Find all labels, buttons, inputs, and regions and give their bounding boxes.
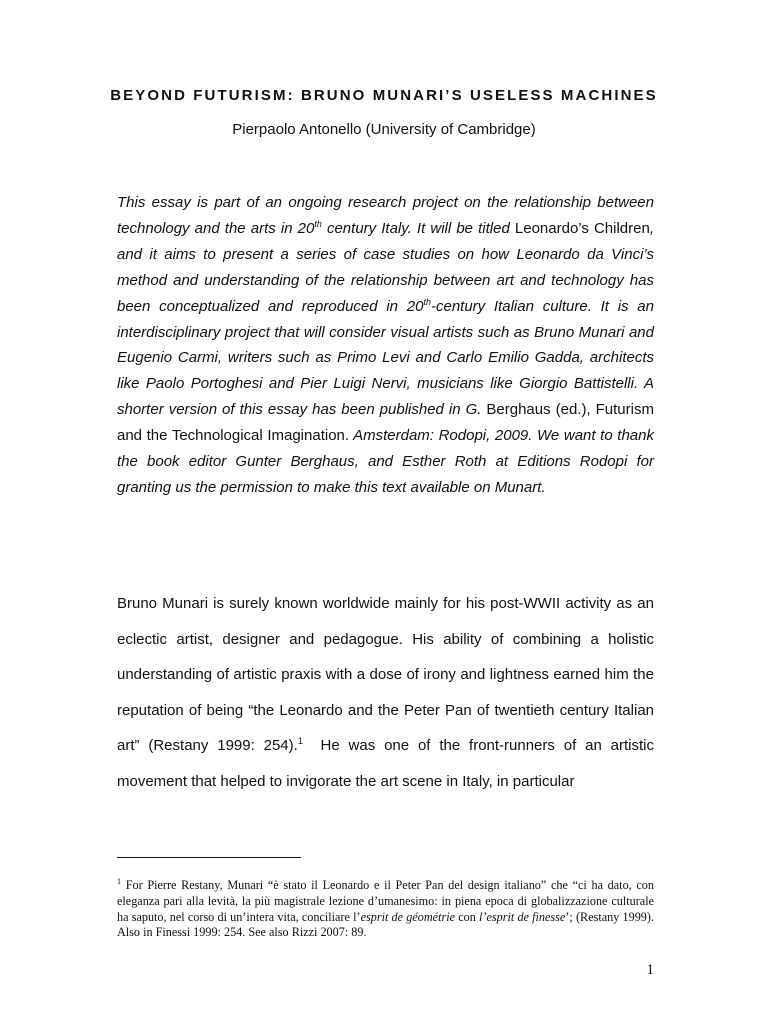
- footnote-text: ’; (Restany 1999). Also in Finessi 1999: 254. See also Rizzi 2007: 89.: [117, 909, 654, 940]
- footnote: [117, 878, 654, 941]
- footnote-text: For Pierre Restany, Munari “è stato il Leonardo e il Peter Pan del design italiano” che “ci ha dato, con eleganza pari alla levità, la più magistrale lezione d’umanesimo: in piena epoca di globalizzazione culturale ha saputo, nel corso di un’intera vita, conciliare l’: [117, 878, 654, 924]
- document-title: BEYOND FUTURISM: BRUNO MUNARI’S USELESS MACHINES: [110, 87, 658, 104]
- footnote-italic: esprit de géométrie: [360, 909, 456, 924]
- body-text: Bruno Munari is surely known worldwide mainly for his post-WWII activity as an eclectic artist, designer and pedagogue. His ability of combining a holistic understanding of artistic praxis with a dose of irony and lightness earned him the reputation of being “the Leonardo and the Peter Pan of twentieth century Italian art” (Restany 1999: 254).: [117, 595, 654, 755]
- abstract-text: , and it aims to present a series of case studies on how Leonardo da Vinci’s method and understanding of the relationship between art and technology has been conceptualized and reproduced in 20: [117, 219, 655, 315]
- footnote-reference[interactable]: 1: [297, 736, 303, 747]
- page-number: 1: [646, 962, 654, 978]
- superscript: th: [314, 218, 322, 229]
- body-paragraph: [117, 586, 654, 800]
- footnote-italic: l’esprit de finesse: [479, 909, 566, 924]
- footnote-divider: [117, 857, 301, 858]
- abstract-paragraph: [117, 190, 654, 501]
- citation-text: Berghaus (ed.), Futurism and the Technological Imagination.: [117, 401, 654, 445]
- abstract-text: -century Italian culture. It is an interdisciplinary project that will consider visual artists such as Bruno Munari and Eugenio Carmi, writers such as Primo Levi and Carlo Emilio Gadda, architects like Paolo Portoghesi and Pier Luigi Nervi, musicians like Giorgio Battistelli. A shorter version of this essay has been published in G.: [117, 297, 654, 419]
- book-title: Leonardo’s Children: [514, 219, 650, 237]
- superscript: th: [423, 296, 431, 307]
- abstract-text: century Italy. It will be titled: [321, 219, 515, 237]
- abstract-text: This essay is part of an ongoing research project on the relationship between technology and the arts in 20: [117, 194, 654, 237]
- abstract-text: Amsterdam: Rodopi, 2009. We want to thank the book editor Gunter Berghaus, and Esther Roth at Editions Rodopi for granting us the permission to make this text available on Munart.: [117, 427, 654, 496]
- footnote-mark: 1: [117, 876, 121, 886]
- body-text: He was one of the front-runners of an artistic movement that helped to invigorate the art scene in Italy, in particular: [117, 737, 654, 790]
- footnote-text: con: [455, 909, 480, 924]
- author-line: Pierpaolo Antonello (University of Cambridge): [232, 121, 536, 138]
